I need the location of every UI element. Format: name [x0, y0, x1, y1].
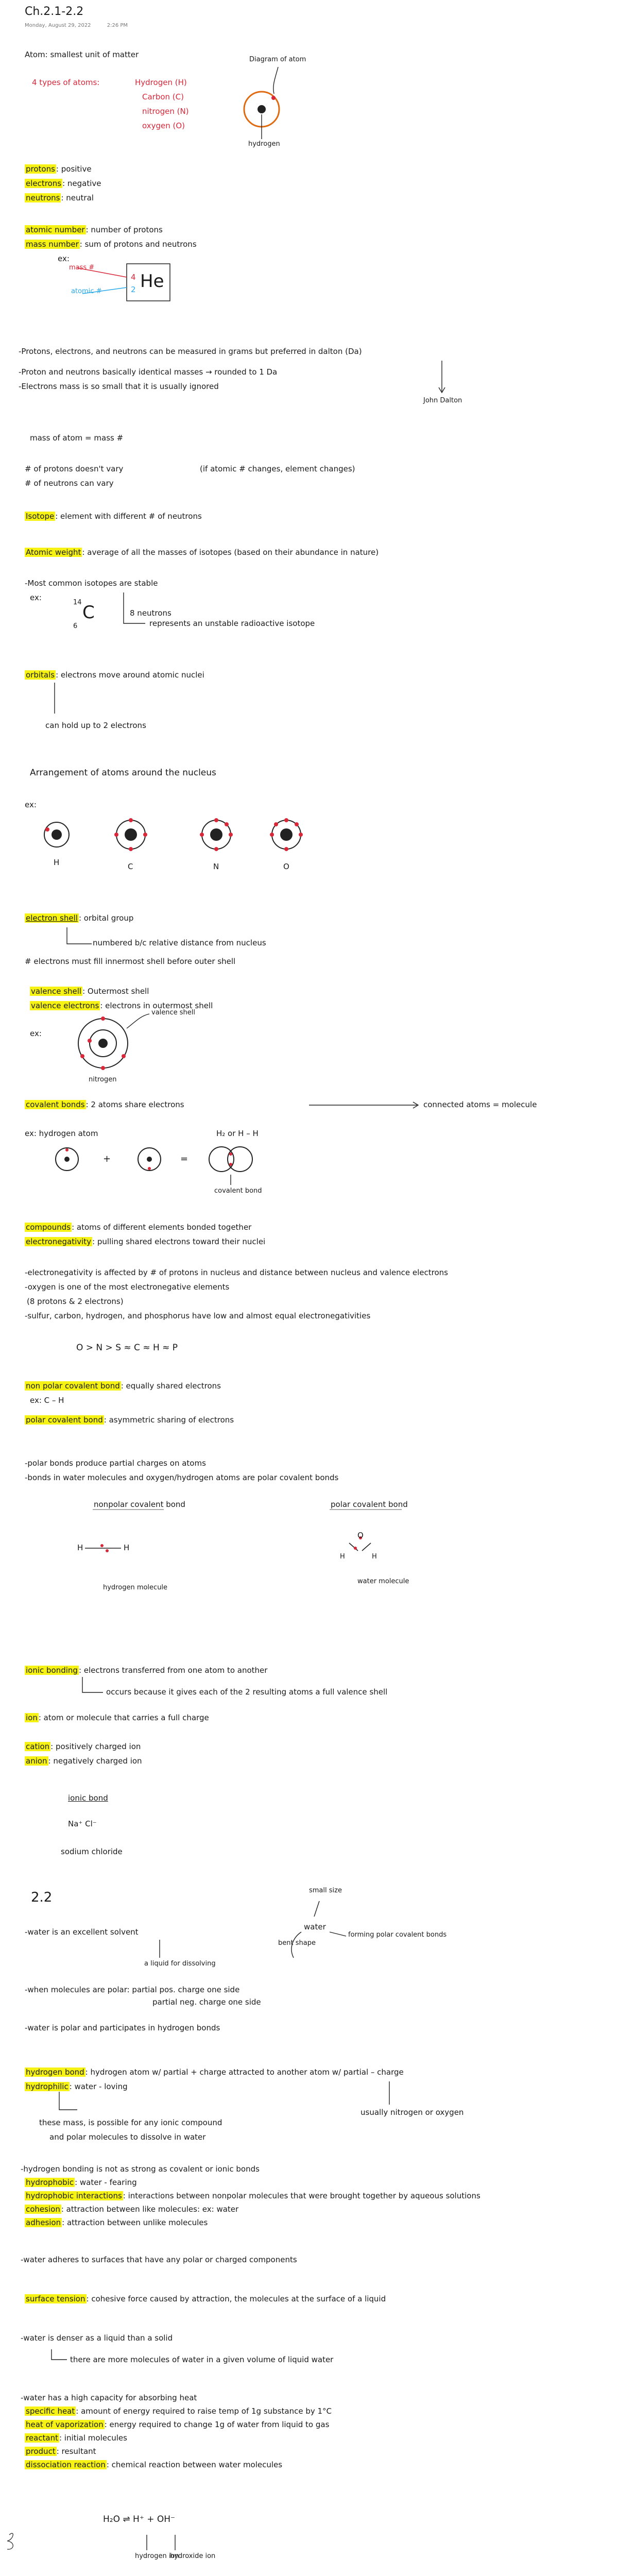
term-cohesion: cohesion : attraction between like molecules: ex: water — [26, 2205, 239, 2214]
example-label-4: ex: — [30, 1029, 42, 1038]
forms-polar-note: forming polar covalent bonds — [348, 1931, 447, 1939]
page-title: Ch.2.1-2.2 — [25, 5, 84, 18]
atom-definition: Atom: smallest unit of matter — [25, 50, 139, 59]
example-label-3: ex: — [25, 800, 37, 809]
term-anion: anion : negatively charged ion — [26, 1756, 142, 1766]
polar-molecules: and polar molecules to dissolve in water — [49, 2132, 206, 2142]
oxygen-most: -oxygen is one of the most electronegative elements — [25, 1282, 230, 1292]
sodium-chloride: sodium chloride — [61, 1847, 123, 1856]
ionic-bond-header: ionic bond — [68, 1793, 108, 1803]
nonpolar-header: nonpolar covalent bond — [94, 1500, 185, 1509]
numbered-note: numbered b/c relative distance from nucleus — [93, 938, 266, 947]
valence-shell-label: valence shell — [151, 1009, 196, 1016]
page-time: 2:26 PM — [107, 23, 128, 28]
water-bonds: -bonds in water molecules and oxygen/hydrogen atoms are polar covalent bonds — [25, 1473, 339, 1482]
ignored-line: -Electrons mass is so small that it is usually ignored — [19, 382, 219, 391]
plus-sign: + — [103, 1154, 111, 1164]
identical-line: -Proton and neutrons basically identical masses → rounded to 1 Da — [19, 367, 278, 377]
water-adheres: -water adheres to surfaces that have any polar or charged components — [21, 2255, 297, 2264]
section-22: 2.2 — [31, 1890, 53, 1905]
covalent-bond-label: covalent bond — [214, 1187, 262, 1195]
type-hydrogen: Hydrogen (H) — [135, 78, 187, 87]
term-orbitals: orbitals : electrons move around atomic nuclei — [26, 670, 204, 680]
term-valence-electrons: valence electrons : electrons in outermost shell — [31, 1001, 213, 1010]
term-cation: cation : positively charged ion — [26, 1742, 141, 1751]
term-covalent: covalent bonds : 2 atoms share electrons — [26, 1100, 184, 1109]
water-h-left: H — [340, 1553, 345, 1561]
water-o: O — [357, 1531, 364, 1540]
h-right: H — [124, 1543, 130, 1552]
equals-sign: = — [180, 1154, 188, 1164]
atom-diagram — [244, 67, 279, 139]
c14-symbol: C — [82, 602, 95, 623]
example-label: ex: — [58, 254, 70, 263]
term-specific-heat: specific heat : amount of energy required to raise temp of 1g substance by 1°C — [26, 2406, 332, 2416]
types-heading: 4 types of atoms: — [32, 78, 100, 87]
changes-note: (if atomic # changes, element changes) — [200, 464, 355, 473]
type-carbon: Carbon (C) — [142, 92, 184, 101]
ex-ch: ex: C – H — [30, 1396, 64, 1405]
usually-no: usually nitrogen or oxygen — [360, 2108, 464, 2117]
term-electrons: electrons : negative — [26, 179, 101, 188]
hydrogen-ion-label: hydrogen ion — [135, 2552, 179, 2560]
term-ion: ion : atom or molecule that carries a full charge — [26, 1713, 209, 1722]
diagram-label: Diagram of atom — [249, 56, 306, 63]
water-molecule-label: water molecule — [357, 1578, 409, 1585]
ex-hydrogen: ex: hydrogen atom — [25, 1129, 98, 1138]
hold-2: can hold up to 2 electrons — [45, 721, 146, 730]
term-isotope: Isotope : element with different # of neutrons — [26, 512, 202, 521]
term-valence-shell: valence shell : Outermost shell — [31, 987, 149, 996]
term-polar: polar covalent bond : asymmetric sharing of electrons — [26, 1415, 234, 1425]
he-symbol: He — [140, 271, 164, 292]
partial-neg: partial neg. charge one side — [152, 1997, 261, 2007]
denser: -water is denser as a liquid than a solid — [21, 2333, 173, 2343]
neutrons-8: 8 neutrons — [130, 608, 171, 618]
polar-header: polar covalent bond — [331, 1500, 408, 1509]
type-oxygen: oxygen (O) — [142, 121, 185, 130]
polar-nonpolar-diagram — [85, 1510, 402, 1552]
term-mass-number: mass number : sum of protons and neutrons — [26, 240, 197, 249]
dalton-note: John Dalton — [423, 397, 462, 404]
example-label-2: ex: — [30, 593, 42, 602]
water-h-right: H — [372, 1553, 377, 1561]
term-hydrophilic: hydrophilic : water - loving — [26, 2082, 128, 2091]
nitrogen-label: nitrogen — [89, 1076, 117, 1083]
term-nonpolar: non polar covalent bond : equally shared electrons — [26, 1381, 221, 1391]
term-hydrophobic-interactions: hydrophobic interactions : interactions between nonpolar molecules that were brought together by aqueous solutions — [26, 2191, 480, 2200]
dissolving-note: a liquid for dissolving — [144, 1960, 216, 1968]
he-mass: 4 — [131, 273, 136, 282]
term-adhesion: adhesion : attraction between unlike molecules — [26, 2218, 208, 2227]
bent-shape-note: bent shape — [278, 1939, 316, 1947]
ionic-occurs: occurs because it gives each of the 2 resulting atoms a full valence shell — [106, 1687, 388, 1697]
term-atomic-weight: Atomic weight : average of all the masses of isotopes (based on their abundance in nature) — [26, 548, 379, 557]
electroneg-line-1: -electronegativity is affected by # of protons in nucleus and distance between nucleus and valence electrons — [25, 1268, 448, 1277]
solvent-line: -water is an excellent solvent — [25, 1927, 139, 1937]
sulfur-line: -sulfur, carbon, hydrogen, and phosphorus have low and almost equal electronegativities — [25, 1311, 371, 1320]
page-date: Monday, August 29, 2022 — [25, 23, 91, 28]
c14-atomic: 6 — [73, 622, 78, 630]
h-left: H — [77, 1543, 83, 1552]
term-electron-shell: electron shell : orbital group — [26, 913, 134, 923]
arrangement-atoms — [44, 818, 303, 851]
atom-letter-o: O — [283, 862, 289, 871]
h2-formula: H₂ or H – H — [216, 1129, 259, 1138]
more-molecules: there are more molecules of water in a given volume of liquid water — [70, 2355, 334, 2364]
term-hydrogen-bond: hydrogen bond : hydrogen atom w/ partial + charge attracted to another atom w/ partial – charge — [26, 2067, 404, 2077]
molecule-note: connected atoms = molecule — [423, 1100, 537, 1109]
term-atomic-number: atomic number : number of protons — [26, 225, 163, 234]
he-atomic: 2 — [131, 285, 136, 294]
type-nitrogen: nitrogen (N) — [142, 107, 189, 116]
dalton-line: -Protons, electrons, and neutrons can be measured in grams but preferred in dalton (Da) — [19, 347, 362, 356]
high-capacity: -water has a high capacity for absorbing heat — [21, 2393, 197, 2402]
common-isotopes: -Most common isotopes are stable — [25, 579, 158, 588]
term-vaporization: heat of vaporization : energy required to change 1g of water from liquid to gas — [26, 2420, 330, 2429]
term-neutrons: neutrons : neutral — [26, 193, 94, 202]
atom-letter-n: N — [213, 862, 219, 871]
term-protons: protons : positive — [26, 164, 92, 174]
c14-mass: 14 — [73, 599, 82, 606]
atom-letter-h: H — [54, 858, 60, 867]
these-mass: these mass, is possible for any ionic compound — [39, 2118, 222, 2127]
dissociation-equation: H₂O ⇌ H⁺ + OH⁻ — [103, 2514, 175, 2524]
polar-when: -when molecules are polar: partial pos. charge one side — [25, 1985, 240, 1994]
atom-letter-c: C — [128, 862, 133, 871]
inner-first: # electrons must fill innermost shell before outer shell — [25, 957, 236, 966]
hb-strong: -hydrogen bonding is not as strong as covalent or ionic bonds — [21, 2164, 260, 2174]
protons-vary: # of protons doesn't vary — [25, 464, 124, 473]
term-product: product : resultant — [26, 2447, 96, 2456]
nitrogen-valence-diagram — [78, 1014, 149, 1070]
small-size-note: small size — [309, 1887, 342, 1894]
hydrogen-bonding-diagram — [56, 1147, 252, 1185]
radioactive-note: represents an unstable radioactive isotope — [149, 619, 315, 628]
hydrogen-molecule-label: hydrogen molecule — [103, 1584, 168, 1591]
hydroxide-ion-label: hydroxide ion — [170, 2552, 216, 2560]
polar-partial: -polar bonds produce partial charges on atoms — [25, 1459, 206, 1468]
arrangement-heading: Arrangement of atoms around the nucleus — [30, 768, 216, 778]
hydrogen-label: hydrogen — [248, 140, 280, 148]
atomic-num-label: atomic # — [71, 287, 102, 295]
term-compounds: compounds : atoms of different elements bonded together — [26, 1223, 252, 1232]
term-hydrophobic: hydrophobic : water - fearing — [26, 2178, 137, 2187]
water-word: water — [304, 1922, 326, 1931]
mass-of-atom: mass of atom = mass # — [30, 433, 124, 443]
mass-num-label: mass # — [69, 264, 95, 272]
term-surface-tension: surface tension : cohesive force caused by attraction, the molecules at the surface of a liquid — [26, 2294, 386, 2303]
oxygen-detail: (8 protons & 2 electrons) — [27, 1297, 124, 1306]
term-reactant: reactant : initial molecules — [26, 2433, 127, 2443]
term-ionic: ionic bonding : electrons transferred from one atom to another — [26, 1666, 268, 1675]
term-dissociation: dissociation reaction : chemical reaction between water molecules — [26, 2460, 283, 2469]
neutrons-vary: # of neutrons can vary — [25, 479, 114, 488]
water-polar: -water is polar and participates in hydrogen bonds — [25, 2023, 220, 2032]
nacl: Na⁺ Cl⁻ — [68, 1819, 97, 1828]
term-electronegativity: electronegativity : pulling shared electrons toward their nuclei — [26, 1237, 266, 1246]
electroneg-order: O > N > S ≈ C ≈ H ≈ P — [76, 1343, 178, 1353]
